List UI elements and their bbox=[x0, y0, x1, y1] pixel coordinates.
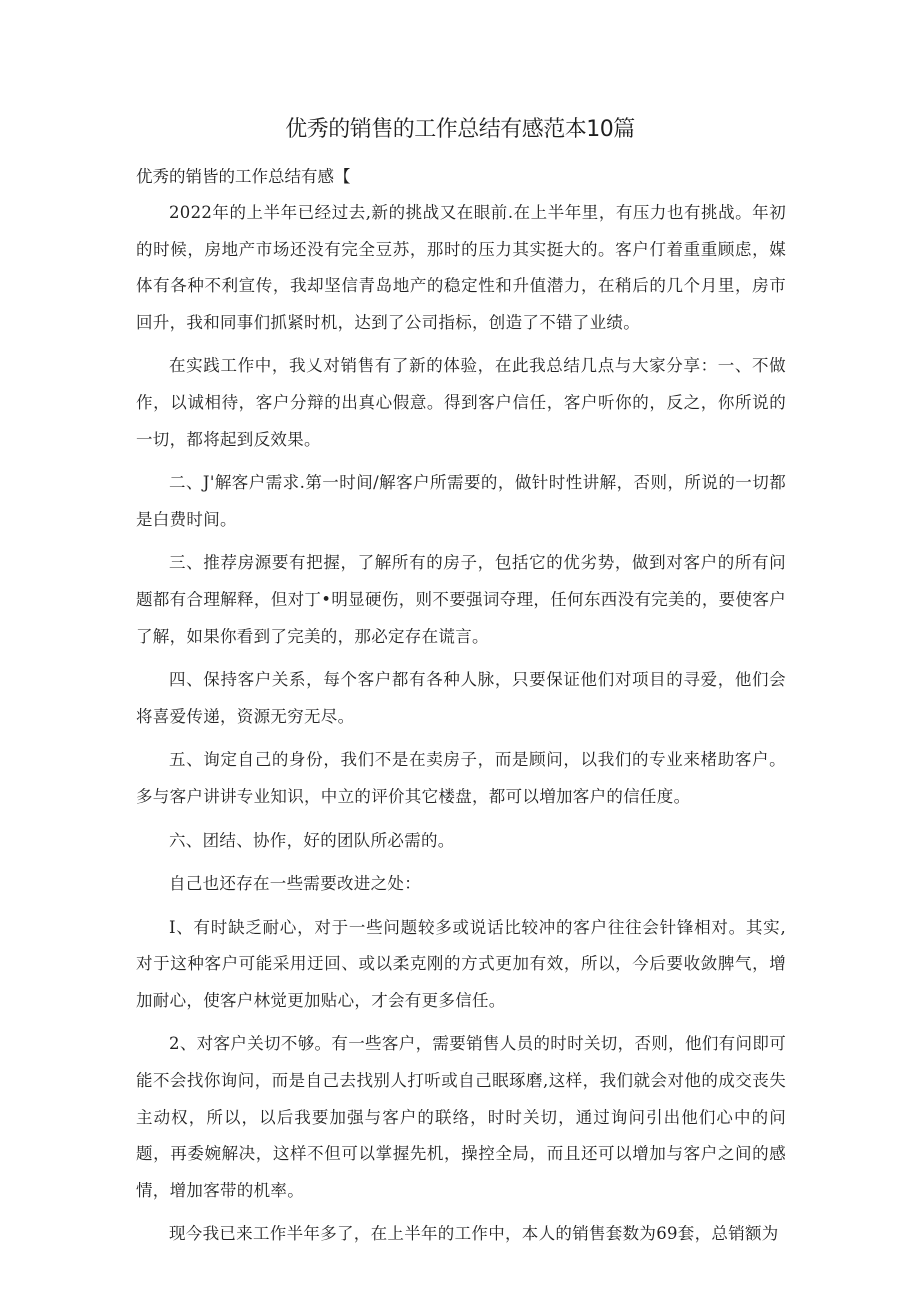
paragraph-point-4: 四、保持客户关系，每个客户都有各种人脉，只要保证他们对项目的寻爱，他们会将喜爱传递，资源无穷无尽。 bbox=[136, 670, 786, 726]
document-body bbox=[136, 195, 786, 1260]
document-title: 优秀的销售的工作总结有感范本10篇 bbox=[285, 117, 635, 142]
document-subtitle: 优秀的销皆的工作总结有感【 bbox=[136, 167, 351, 186]
paragraph-sales-summary: 现今我已来工作半年多了，在上半年的工作中，本人的销售套数为69套，总销额为 bbox=[169, 1224, 779, 1244]
paragraph-improvement-1: I、有时缺乏耐心，对于一些问题较多或说话比较冲的客户往往会针锋相对。其实,对于这种客户可能采用迂回、或以柔克刚的方式更加有效，所以，今后要收敛脾气，增加耐心，使客户林觉更加贴心，才会有更多信任。 bbox=[136, 917, 786, 1010]
paragraph-point-3: 三、推荐房源要有把握，了解所有的房子，包括它的优劣势，做到对客户的所有问题都有合理解释，但对丁•明显硬伤，则不要强词夺理，任何东西没有完美的，要使客户了解，如果你看到了完美的，那必定存在谎言。 bbox=[136, 553, 786, 646]
paragraph-intro: 2022年的上半年已经过去,新的挑战又在眼前.在上半年里，有压力也有挑战。年初的时候，房地产市场还没有完全豆苏，那时的压力其实挺大的。客户仃着重重顾虑，媒体有各种不利宣传，我却坚信青岛地产的稳定性和升值潜力，在稍后的几个月里，房市回升，我和同事们抓紧时机，达到了公司指标，创造了不错了业绩。 bbox=[136, 203, 786, 332]
paragraph-point-1: 在实践工作中，我乂对销售有了新的体验，在此我总结几点与大家分享：一、不做作，以诚相待，客户分辩的出真心假意。得到客户信任，客户听你的，反之，你所说的一切，都将起到反效果。 bbox=[136, 356, 786, 449]
paragraph-point-2: 二、J'解客户需求.第一时间/解客户所需要的，做针时性讲解，否则，所说的一切都是白费时间。 bbox=[136, 473, 786, 529]
paragraph-point-5: 五、询定自己的身份，我们不是在卖房子，而是顾问，以我们的专业来楮助客户。多与客户讲讲专业知识，中立的评价其它楼盘，都可以増加客户的信任度。 bbox=[136, 750, 786, 806]
paragraph-point-6: 六、团结、协作，好的团队所必需的。 bbox=[169, 830, 455, 850]
paragraph-improvement-2: 2、对客户关切不够。有一些客户，需要销售人员的时时关切，否则，他们有问即可能不会找你询问，而是自己去找别人打听或自己眠琢磨,这样，我们就会对他的成交丧失主动权，所以，以后我要加强与客户的联络，时时关切，通过询问引出他们心中的问题，再委婉解决，这样不但可以掌握先机，操控全局，而且还可以增加与客户之间的感情，增加客带的机率。 bbox=[136, 1034, 786, 1200]
paragraph-improvements-heading: 自己也还存在一些需要改进之处： bbox=[169, 874, 421, 894]
